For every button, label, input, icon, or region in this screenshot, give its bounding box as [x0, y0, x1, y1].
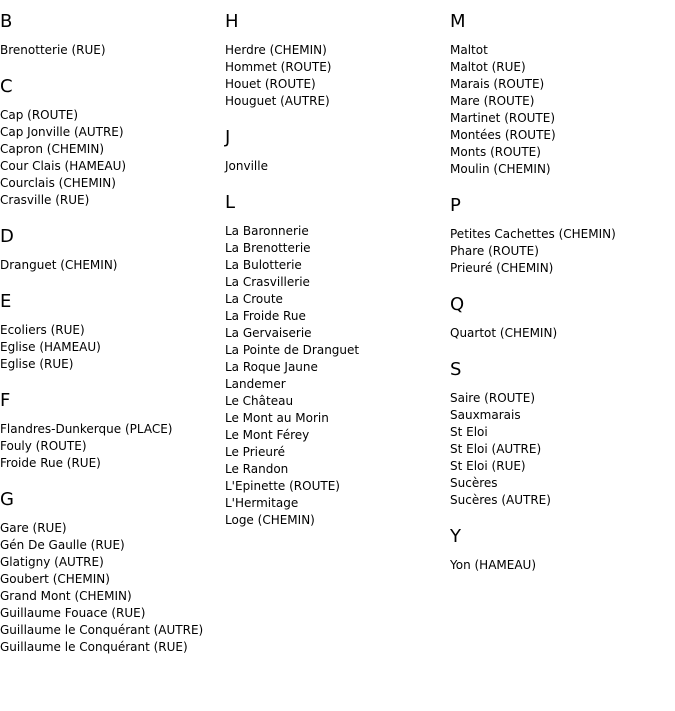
letter-group [450, 195, 675, 277]
street-name: St Eloi [450, 425, 488, 439]
street-name: Goubert (CHEMIN) [0, 572, 110, 586]
letter-group [0, 76, 225, 209]
letter-group [0, 11, 225, 59]
street-name: Capron (CHEMIN) [0, 142, 104, 156]
letter-heading: E [0, 291, 12, 312]
letter-heading: L [225, 192, 236, 213]
street-name: Brenotterie (RUE) [0, 43, 106, 57]
letter-heading: F [0, 390, 11, 411]
street-list [450, 390, 675, 509]
index-column [450, 11, 675, 591]
letter-group [225, 127, 450, 175]
street-name: Moulin (CHEMIN) [450, 162, 551, 176]
street-list [450, 226, 675, 277]
letter-group [450, 526, 675, 574]
street-name: Yon (HAMEAU) [450, 558, 537, 572]
street-name: Sucères [450, 476, 498, 490]
street-name: Landemer [225, 377, 286, 391]
letter-heading: D [0, 226, 14, 247]
street-name: Le Mont Férey [225, 428, 310, 442]
street-list [0, 257, 225, 274]
street-name: Le Château [225, 394, 294, 408]
index-column [225, 11, 450, 546]
street-list [0, 421, 225, 472]
street-name: Saire (ROUTE) [450, 391, 536, 405]
letter-group [0, 489, 225, 656]
street-name: St Eloi (RUE) [450, 459, 526, 473]
street-name: Herdre (CHEMIN) [225, 43, 327, 57]
letter-group [450, 359, 675, 509]
street-name: Maltot (RUE) [450, 60, 526, 74]
street-name: Guillaume le Conquérant (AUTRE) [0, 623, 204, 637]
street-name: Le Prieuré [225, 445, 286, 459]
street-name: Prieuré (CHEMIN) [450, 261, 554, 275]
street-name: La Froide Rue [225, 309, 306, 323]
letter-group [450, 294, 675, 342]
street-name: Courclais (CHEMIN) [0, 176, 116, 190]
street-name: Jonville [225, 159, 268, 173]
letter-heading: C [0, 76, 13, 97]
street-name: Hommet (ROUTE) [225, 60, 332, 74]
street-name: Petites Cachettes (CHEMIN) [450, 227, 616, 241]
street-name: Ecoliers (RUE) [0, 323, 85, 337]
street-name: La Baronnerie [225, 224, 309, 238]
street-name: Cap (ROUTE) [0, 108, 79, 122]
street-name: St Eloi (AUTRE) [450, 442, 542, 456]
street-list [0, 520, 225, 656]
street-name: Sauxmarais [450, 408, 521, 422]
letter-group [225, 192, 450, 529]
street-name: Eglise (RUE) [0, 357, 74, 371]
street-name: La Pointe de Dranguet [225, 343, 360, 357]
street-list [0, 322, 225, 373]
letter-group [0, 226, 225, 274]
street-name: La Brenotterie [225, 241, 311, 255]
street-list [450, 325, 675, 342]
street-name: Gare (RUE) [0, 521, 67, 535]
street-name: L'Hermitage [225, 496, 299, 510]
street-name: Loge (CHEMIN) [225, 513, 315, 527]
letter-group [0, 390, 225, 472]
street-name: Cap Jonville (AUTRE) [0, 125, 124, 139]
letter-heading: J [225, 127, 231, 148]
street-name: Grand Mont (CHEMIN) [0, 589, 132, 603]
street-name: Phare (ROUTE) [450, 244, 539, 258]
street-name: La Roque Jaune [225, 360, 318, 374]
street-name: Marais (ROUTE) [450, 77, 545, 91]
letter-heading: Y [450, 526, 461, 547]
street-name: La Crasvillerie [225, 275, 310, 289]
street-name: Martinet (ROUTE) [450, 111, 556, 125]
street-name: Froide Rue (RUE) [0, 456, 101, 470]
street-list [225, 42, 450, 110]
street-name: Eglise (HAMEAU) [0, 340, 101, 354]
street-list [450, 42, 675, 178]
street-list [450, 557, 675, 574]
letter-heading: P [450, 195, 461, 216]
street-name: Le Mont au Morin [225, 411, 329, 425]
street-name: Monts (ROUTE) [450, 145, 541, 159]
street-name: La Gervaiserie [225, 326, 312, 340]
street-name: Houguet (AUTRE) [225, 94, 330, 108]
letter-heading: H [225, 11, 239, 32]
street-list [0, 107, 225, 209]
street-name: Montées (ROUTE) [450, 128, 556, 142]
street-name: Guillaume Fouace (RUE) [0, 606, 146, 620]
street-name: Le Randon [225, 462, 289, 476]
letter-heading: B [0, 11, 13, 32]
letter-group [0, 291, 225, 373]
street-name: Flandres-Dunkerque (PLACE) [0, 422, 173, 436]
street-list [0, 42, 225, 59]
letter-group [450, 11, 675, 178]
street-name: Sucères (AUTRE) [450, 493, 551, 507]
letter-group [225, 11, 450, 110]
index-column [0, 11, 225, 673]
street-name: La Croute [225, 292, 283, 306]
street-list [225, 223, 450, 529]
letter-heading: G [0, 489, 14, 510]
street-name: Guillaume le Conquérant (RUE) [0, 640, 188, 654]
street-list [225, 158, 450, 175]
street-name: Gén De Gaulle (RUE) [0, 538, 125, 552]
street-name: Dranguet (CHEMIN) [0, 258, 118, 272]
letter-heading: S [450, 359, 462, 380]
street-name: Houet (ROUTE) [225, 77, 316, 91]
street-name: Mare (ROUTE) [450, 94, 535, 108]
street-name: Glatigny (AUTRE) [0, 555, 104, 569]
street-name: Maltot [450, 43, 488, 57]
street-name: L'Epinette (ROUTE) [225, 479, 340, 493]
street-name: Fouly (ROUTE) [0, 439, 87, 453]
street-name: La Bulotterie [225, 258, 302, 272]
letter-heading: Q [450, 294, 465, 315]
street-name: Quartot (CHEMIN) [450, 326, 558, 340]
letter-heading: M [450, 11, 466, 32]
street-name: Cour Clais (HAMEAU) [0, 159, 127, 173]
street-name: Crasville (RUE) [0, 193, 90, 207]
